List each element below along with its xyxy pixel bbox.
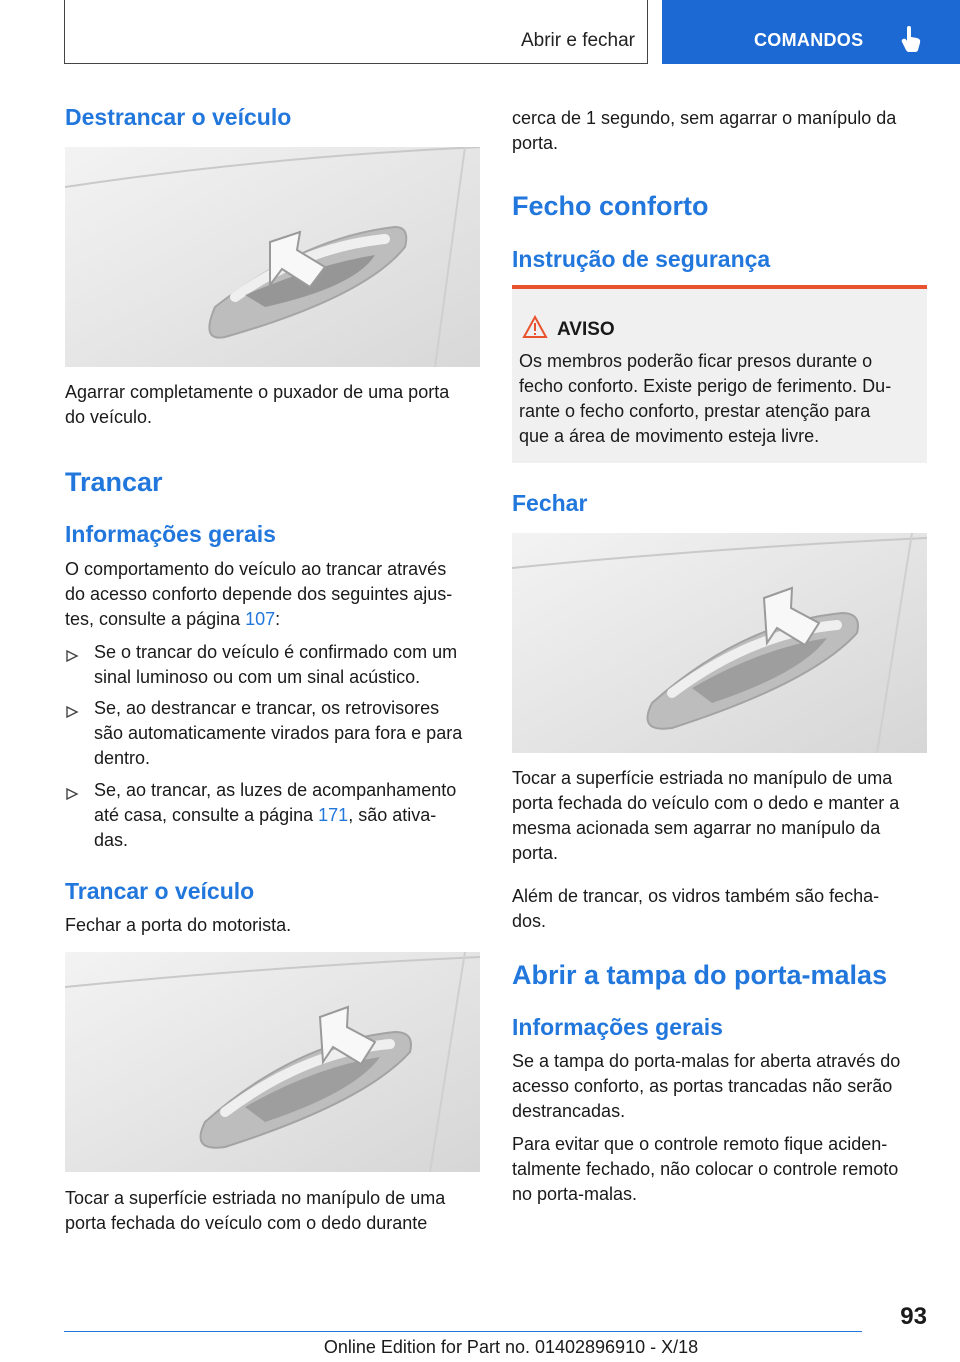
bullet-1-line-1: Se o trancar do veículo é confirmado com um [94, 642, 458, 662]
warning-line-3: rante o fecho conforto, prestar atenção para [519, 401, 871, 421]
text-remote-3: no porta-malas. [512, 1184, 638, 1204]
text-close-3: mesma acionada sem agarrar no manípulo da [512, 818, 881, 838]
text-unlock-2: do veículo. [65, 407, 153, 427]
section-label: Abrir e fechar [520, 30, 635, 51]
warning-line-4: que a área de movimento esteja livre. [519, 426, 820, 446]
page-number: 93 [900, 1303, 927, 1330]
text-trunk-3: destrancadas. [512, 1101, 626, 1121]
text-info-2: do acesso conforto depende dos seguintes ajus- [65, 584, 453, 604]
heading-comfort-close: Fecho conforto [512, 191, 709, 221]
warning-box [512, 285, 927, 463]
text-lock-vehicle: Fechar a porta do motorista. [65, 915, 292, 935]
text-continued-2: porta. [512, 133, 559, 153]
chapter-tab[interactable] [662, 0, 960, 64]
text-windows-1: Além de trancar, os vidros também são fecha- [512, 886, 880, 906]
warning-line-2: fecho conforto. Existe perigo de ferimento. Du- [519, 376, 892, 396]
text-windows-2: dos. [512, 911, 547, 931]
bullet-1-line-2: sinal luminoso ou com um sinal acústico. [94, 667, 421, 687]
text-continued-1: cerca de 1 segundo, sem agarrar o manípulo da [512, 108, 897, 128]
page-link-171[interactable]: 171 [318, 805, 349, 825]
footer-divider [64, 1331, 862, 1332]
heading-trunk-general-info: Informações gerais [512, 1014, 723, 1040]
bullet-2-line-2: são automaticamente virados para fora e para [94, 723, 463, 743]
heading-lock: Trancar [65, 467, 163, 497]
text-trunk-2: acesso conforto, as portas trancadas não serão [512, 1076, 893, 1096]
hand-pointer-icon [900, 26, 922, 52]
list-item [65, 778, 480, 853]
bullet-2-line-3: dentro. [94, 748, 151, 768]
heading-close: Fechar [512, 490, 588, 516]
warning-title: AVISO [557, 319, 615, 340]
chapter-tab-label: COMANDOS [754, 30, 864, 50]
list-item [65, 696, 480, 771]
page-link-107[interactable]: 107 [245, 609, 276, 629]
bullet-2-line-1: Se, ao destrancar e trancar, os retrovisores [94, 698, 440, 718]
bullet-3-line-1: Se, ao trancar, as luzes de acompanhamento [94, 780, 457, 800]
text-info-3b: : [275, 609, 281, 629]
image-door-handle-touch-right [512, 533, 927, 753]
text-close-1: Tocar a superfície estriada no manípulo de uma [512, 768, 893, 788]
bullet-3-line-2a: até casa, consulte a página [94, 805, 319, 825]
bullet-triangle-icon [65, 645, 79, 670]
text-unlock-1: Agarrar completamente o puxador de uma porta [65, 382, 450, 402]
bullet-3-line-2b: , são ativa- [348, 805, 437, 825]
header-section-box [64, 0, 648, 64]
bullet-triangle-icon [65, 701, 79, 726]
warning-triangle-icon [522, 315, 548, 344]
heading-lock-vehicle: Trancar o veículo [65, 878, 255, 904]
bullet-3-line-3: das. [94, 830, 129, 850]
image-door-handle-touch-left [65, 952, 480, 1172]
text-touch-2: porta fechada do veículo com o dedo durante [65, 1213, 428, 1233]
image-door-handle-grab [65, 147, 480, 367]
text-close-2: porta fechada do veículo com o dedo e manter a [512, 793, 900, 813]
heading-general-info: Informações gerais [65, 521, 276, 547]
text-remote-1: Para evitar que o controle remoto fique aciden- [512, 1134, 888, 1154]
warning-text [519, 349, 919, 449]
heading-unlock-vehicle: Destrancar o veículo [65, 104, 292, 130]
text-remote-2: talmente fechado, não colocar o controle remoto [512, 1159, 899, 1179]
text-trunk-1: Se a tampa do porta-malas for aberta através do [512, 1051, 901, 1071]
bullet-3-line-2 [94, 803, 436, 828]
warning-line-1: Os membros poderão ficar presos durante o [519, 351, 873, 371]
heading-open-trunk: Abrir a tampa do porta-malas [512, 960, 888, 990]
text-close-4: porta. [512, 843, 559, 863]
bullet-triangle-icon [65, 783, 79, 808]
text-info-1: O comportamento do veículo ao trancar através [65, 559, 447, 579]
text-touch-1: Tocar a superfície estriada no manípulo de uma [65, 1188, 446, 1208]
text-info-3a: tes, consulte a página [65, 609, 246, 629]
text-info-3 [65, 607, 280, 632]
heading-safety: Instrução de segurança [512, 246, 771, 272]
edition-text: Online Edition for Part no. 01402896910 - X/18 [323, 1337, 699, 1357]
